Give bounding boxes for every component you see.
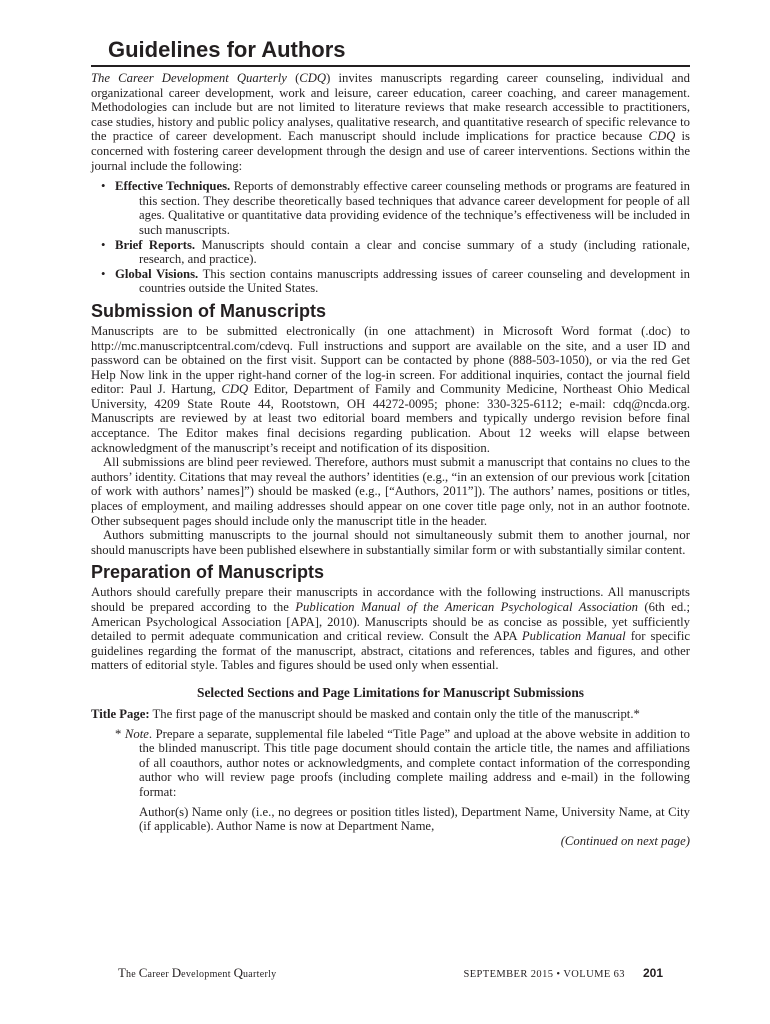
list-item-label: Effective Techniques. [115, 179, 231, 194]
submission-cdq: CDQ [221, 382, 249, 397]
continued-note: (Continued on next page) [560, 833, 690, 848]
submission-text-1b: Editor, Department of Family and Community Medicine, Northeast Ohio Medical University, 4209 State Route 44, Rootstown, OH 44272-0095; phone: 330-325-6112; e-mail: cdq@ncda.org. Manuscripts are reviewed by at least two editorial board members and typically undergo revision before final acceptance. The Editor makes final decisions regarding publication. About 12 weeks will elapse between acknowledgment of the manuscript’s receipt and notification of its disposition. [91, 382, 690, 455]
list-item-label: Global Visions. [115, 266, 199, 281]
publication-manual-title: Publication Manual of the American Psychological Association [295, 600, 638, 614]
title-page-label: Title Page: [91, 706, 150, 721]
page-title: Guidelines for Authors [108, 37, 346, 62]
list-item [91, 238, 690, 267]
submission-paragraph-3: Authors submitting manuscripts to the journal should not simultaneously submit them to another journal, nor should manuscripts have been published elsewhere in substantially similar form or with substantially similar content. [91, 528, 690, 557]
intro-text-2: is concerned with fostering career development through the design and use of career interventions. Sections within the journal include the following: [91, 129, 690, 173]
note-text: . Prepare a separate, supplemental file labeled “Title Page” and upload at the above website in addition to the blinded manuscript. This title page document should contain the article title, the names and affiliations of all coauthors, author notes or acknowledgments, and complete contact information of the corresponding author who will review page proofs (including complete mailing address and e-mail) in the following format: [139, 726, 691, 799]
footer-journal-name: The Career Development Quarterly [118, 965, 277, 980]
intro-paragraph: The Career Development Quarterly (CDQ) invites manuscripts regarding career counseling, individual and organizational career development, work and leisure, career education, career coaching, and career management. Methodologies can include but are not limited to literature reviews that make research accessible to practitioners, case studies, history and public policy analyses, qualitative research, and quantitative research of specific relevance to the practice of career development. Each manuscript should include implications for practice because CDQ is concerned with fostering career development through the design and use of career interventions. Sections within the journal include the following: [91, 71, 690, 173]
list-item [91, 179, 690, 237]
preparation-text-3: for specific guidelines regarding the format of the manuscript, abstract, citations and references, tables and figures, and other matters of editorial style. Tables and figures should be used only when essential. [91, 629, 691, 673]
list-item-text: This section contains manuscripts addressing issues of career counseling and development in countries outside the United States. [139, 266, 690, 296]
footer-right [463, 966, 663, 982]
note-star: * [115, 726, 125, 741]
title-page-text: The first page of the manuscript should be masked and contain only the title of the manuscript.* [149, 706, 640, 721]
page-content [91, 36, 690, 848]
journal-name: The Career Development Quarterly [91, 71, 287, 85]
bullet-icon: • [101, 237, 106, 252]
list-item [91, 267, 690, 296]
preparation-heading: Preparation of Manuscripts [91, 562, 325, 583]
list-item-text: Reports of demonstrably effective career counseling methods or programs are featured in this section. They describe theoretically based techniques that advance career development for people of all ages. Qualitative or quantitative data providing evidence of the technique’s effectiveness will be included in such manuscripts. [139, 179, 690, 237]
list-item-label: Brief Reports. [115, 237, 196, 252]
submission-paragraph-1 [91, 324, 690, 455]
submission-paragraph-2: All submissions are blind peer reviewed. Therefore, authors must submit a manuscript that contains no clues to the authors’ identity. Citations that may reveal the authors’ identities (e.g., “in an extension of our previous work [citation of work with authors’ names]”) should be masked (e.g., [“Authors, 2011”]). The authors’ names, positions or titles, places of employment, and mailing addresses should appear on one cover title page only, not in an author footnote. Other subsequent pages should include only the manuscript title in the header. [91, 455, 690, 528]
title-rule [91, 65, 690, 67]
submission-text-1a: Manuscripts are to be submitted electronically (in one attachment) in Microsoft Word format (.doc) to http://mc.manuscriptcentral.com/cdevq. Full instructions and support are available on the site, and a user ID and password can be obtained on the first visit. Support can be contacted by phone (888-503-1050), or via the red Get Help Now link in the upper right-hand corner of the log-in screen. For additional inquiries, contact the journal field editor: Paul J. Hartung, [91, 323, 690, 397]
submission-heading: Submission of Manuscripts [91, 300, 327, 321]
journal-abbr-2: CDQ [648, 129, 676, 144]
publication-manual-short: Publication Manual [521, 629, 626, 644]
preparation-paragraph [91, 585, 690, 673]
limits-heading: Selected Sections and Page Limitations for Manuscript Submissions [197, 684, 584, 700]
list-item-text: Manuscripts should contain a clear and concise summary of a study (including rationale, research, and practice). [139, 237, 690, 267]
footer-issue: SEPTEMBER 2015 • VOLUME 63 [463, 969, 625, 980]
preparation-text-1: Authors should carefully prepare their manuscripts in accordance with the following instructions. All manuscripts should be prepared according to the [91, 585, 690, 614]
title-page-paragraph [91, 707, 690, 722]
page-footer [118, 966, 663, 982]
note-label: Note [124, 726, 149, 741]
title-page-note [91, 727, 690, 800]
preparation-text-2: (6th ed.; American Psychological Association [APA], 2010). Manuscripts should be as concise as possible, yet sufficiently detailed to permit adequate communication and critical review. Consult the APA [91, 600, 690, 644]
journal-abbr: CDQ [299, 71, 327, 85]
sections-list [91, 179, 690, 296]
bullet-icon: • [101, 266, 106, 281]
intro-text-1: invites manuscripts regarding career counseling, individual and organizational career development, work and leisure, career education, career coaching, and career management. Methodologies can include but are not limited to literature reviews that make research accessible to practitioners, case studies, history and public policy analyses, qualitative research, and quantitative research of specific relevance to the practice of career development. Each manuscript should include implications for practice because [91, 71, 690, 144]
bullet-icon: • [101, 179, 106, 194]
title-page-format: Author(s) Name only (i.e., no degrees or position titles listed), Department Name, University Name, at City (if applicable). Author Name is now at Department Name, [139, 804, 690, 834]
page-number: 201 [642, 966, 663, 980]
